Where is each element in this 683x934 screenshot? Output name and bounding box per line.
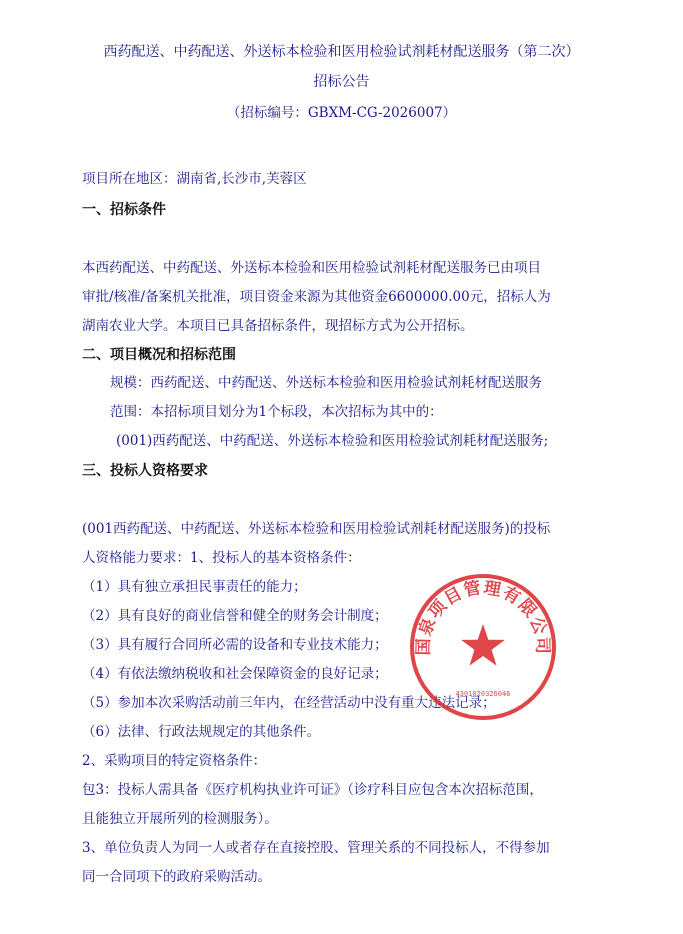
section1-paragraph-line: 本西药配送、中药配送、外送标本检验和医用检验试剂耗材配送服务已由项目 xyxy=(82,260,541,276)
qualification-item: （1）具有独立承担民事责任的能力； xyxy=(82,579,307,595)
qualification-item: （2）具有良好的商业信誉和健全的财务会计制度； xyxy=(82,608,388,624)
project-scale: 规模：西药配送、中药配送、外送标本检验和医用检验试剂耗材配送服务 xyxy=(110,375,542,391)
qualification-item: （3）具有履行合同所必需的设备和专业技术能力； xyxy=(82,637,388,653)
section3-intro-line: 人资格能力要求：1、投标人的基本资格条件： xyxy=(82,550,361,566)
seal-star-icon xyxy=(461,624,505,666)
special-qualification-heading: 2、采购项目的特定资格条件： xyxy=(82,753,267,769)
section1-heading: 一、招标条件 xyxy=(82,202,166,218)
notice-title: 西药配送、中药配送、外送标本检验和医用检验试剂耗材配送服务（第二次） xyxy=(103,44,580,60)
restriction-line: 3、单位负责人为同一人或者存在直接控股、管理关系的不同投标人，不得参加 xyxy=(82,840,550,856)
package-requirement-line: 包3：投标人需具备《医疗机构执业许可证》（诊疗科目应包含本次招标范围， xyxy=(82,782,543,798)
project-scope: 范围：本招标项目划分为1个标段，本次招标为其中的： xyxy=(110,404,443,420)
seal-company-name: 国泉项目管理有限公司 xyxy=(413,578,553,656)
restriction-line: 同一合同项下的政府采购活动。 xyxy=(82,869,271,885)
section2-heading: 二、项目概况和招标范围 xyxy=(82,347,236,363)
seal-code-number: 4301020326046 xyxy=(455,690,511,698)
package-requirement-line: 且能独立开展所列的检测服务）。 xyxy=(82,811,278,827)
section1-paragraph-line: 湖南农业大学。本项目已具备招标条件，现招标方式为公开招标。 xyxy=(82,318,474,334)
qualification-item: （5）参加本次采购活动前三年内，在经营活动中没有重大违法记录； xyxy=(82,695,496,711)
qualification-item: （6）法律、行政法规规定的其他条件。 xyxy=(82,724,321,740)
section3-heading: 三、投标人资格要求 xyxy=(82,463,208,479)
project-location: 项目所在地区：湖南省,长沙市,芙蓉区 xyxy=(82,171,307,187)
qualification-item: （4）有依法缴纳税收和社会保障资金的良好记录； xyxy=(82,666,388,682)
notice-subtitle: 招标公告 xyxy=(313,74,370,90)
bid-number: （招标编号：GBXM-CG-2026007） xyxy=(226,105,457,121)
section1-paragraph-line: 审批/核准/备案机关批准，项目资金来源为其他资金6600000.00元，招标人为 xyxy=(82,289,551,305)
project-lot: (001)西药配送、中药配送、外送标本检验和医用检验试剂耗材配送服务; xyxy=(116,433,549,449)
section3-intro-line: (001西药配送、中药配送、外送标本检验和医用检验试剂耗材配送服务)的投标 xyxy=(82,521,551,537)
